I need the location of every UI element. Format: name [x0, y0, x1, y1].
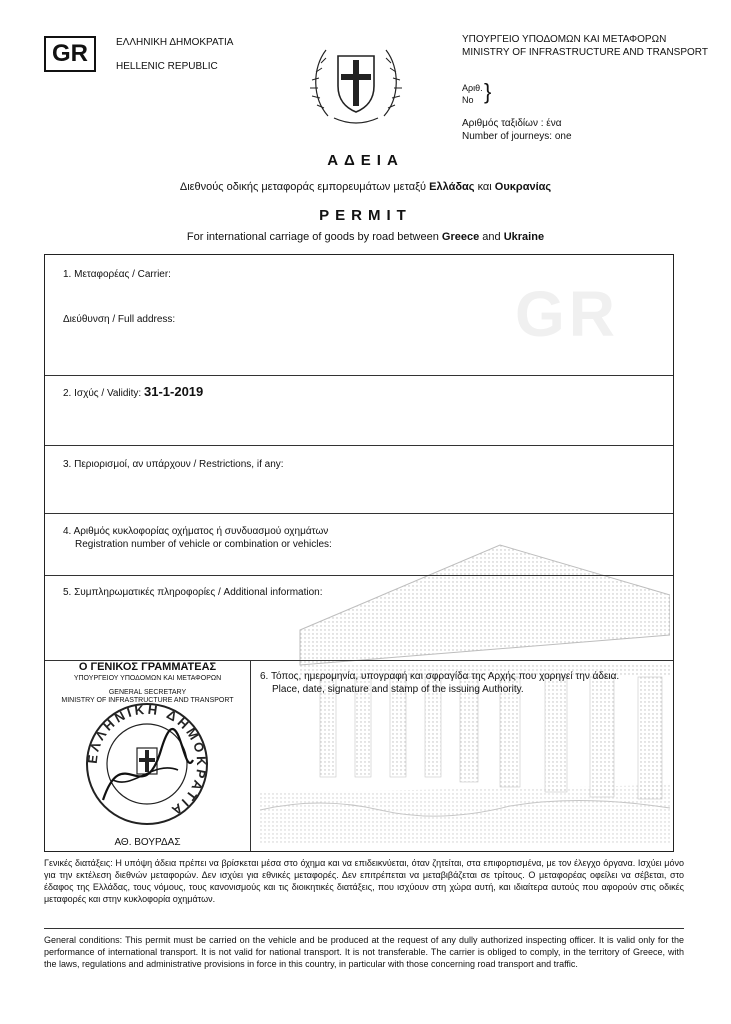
permit-title-greek: ΑΔΕΙΑ	[327, 152, 404, 169]
conditions-separator	[44, 928, 684, 929]
number-label-greek: Αριθ.	[462, 83, 483, 93]
permit-subtitle-greek: Διεθνούς οδικής μεταφοράς εμπορευμάτων μεταξύ Ελλάδας και Ουκρανίας	[179, 181, 552, 193]
country-code-box: GR	[44, 36, 96, 72]
registration-label-greek: 4. Αριθμός κυκλοφορίας οχήματος ή συνδυασμού οχημάτων	[63, 526, 329, 537]
permit-title-english: PERMIT	[319, 207, 412, 224]
signatory-name: ΑΘ. ΒΟΥΡΔΑΣ	[114, 837, 181, 848]
watermark-gr: GR	[515, 278, 619, 350]
carrier-label: 1. Μεταφορέας / Carrier:	[63, 269, 171, 280]
general-conditions-english: General conditions: This permit must be carried on the vehicle and be produced at the request of any dully authorized inspecting officer. It is valid only for the performance of international transport. It is not valid for national transport. It is not transferable. The carrier is obliged to comply, in the territory of Greece, with the laws, regulations and administrative provisions in force in this country, in particular with those concerning road transport and traffic.	[44, 935, 684, 969]
number-label-english: No	[462, 95, 474, 105]
republic-english: HELLENIC REPUBLIC	[116, 61, 218, 72]
registration-label-english: Registration number of vehicle or combination or vehicles:	[75, 539, 332, 550]
divider	[45, 445, 673, 446]
additional-info-label: 5. Συμπληρωματικές πληροφορίες / Additional information:	[63, 587, 323, 598]
divider	[45, 375, 673, 376]
divider	[45, 513, 673, 514]
ministry-english: MINISTRY OF INFRASTRUCTURE AND TRANSPORT	[462, 47, 708, 58]
official-seal-icon	[83, 700, 211, 828]
ministry-signature-greek: ΥΠΟΥΡΓΕΙΟΥ ΥΠΟΔΟΜΩΝ ΚΑΙ ΜΕΤΑΦΟΡΩΝ	[73, 675, 222, 682]
signature-block	[45, 660, 250, 853]
place-label-greek: 6. Τόπος, ημερομηνία, υπογραφή και σφραγίδα της Αρχής που χορηγεί την άδεια.	[260, 671, 620, 682]
journeys-english: Number of journeys: one	[462, 131, 572, 142]
number-brace: }	[484, 79, 492, 104]
ministry-signature-english: MINISTRY OF INFRASTRUCTURE AND TRANSPORT	[61, 697, 234, 704]
validity-value: 31-1-2019	[144, 384, 204, 399]
general-secretary-english: GENERAL SECRETARY	[108, 689, 187, 696]
permit-form	[44, 254, 674, 852]
general-conditions-greek: Γενικές διατάξεις: Η υπόψη άδεια πρέπει να βρίσκεται μέσα στο όχημα και να επιδεικνύεται, όταν ζητείται, στα επιφορτισμένα, με τον έλεγχο όργανα. Ισχύει μόνο για την εκτέλεση διεθνών μεταφορών. Δεν ισχύει για εθνικές μεταφορές. Δεν επιτρέπεται να μεταβιβάζεται σε τρίτους. Ο μεταφορέας οφείλει να σέβεται, στο έδαφος της Ελλάδας, τους νόμους, τους κανονισμούς και τις διοικητικές διατάξεις, που ισχύουν στη χώρα αυτή, και ιδιαίτερα αυτούς που αφορούν στις οδικές μεταφορές και στην κυκλοφορία οχημάτων.	[44, 858, 684, 904]
coat-of-arms-icon	[308, 38, 404, 128]
permit-subtitle-english: For international carriage of goods by road between Greece and Ukraine	[186, 231, 545, 243]
general-secretary-greek: Ο ΓΕΝΙΚΟΣ ΓΡΑΜΜΑΤΕΑΣ	[78, 661, 217, 673]
restrictions-label: 3. Περιορισμοί, αν υπάρχουν / Restrictions, if any:	[63, 459, 284, 470]
seal-text: ΕΛΛΗΝΙΚΗ ΔΗΜΟΚΡΑΤΙΑ	[84, 701, 210, 820]
signature-divider	[250, 660, 251, 851]
place-label-english: Place, date, signature and stamp of the issuing Authority.	[272, 684, 524, 695]
divider	[45, 575, 673, 576]
journeys-greek: Αριθμός ταξιδίων : ένα	[462, 118, 562, 129]
ministry-greek: ΥΠΟΥΡΓΕΙΟ ΥΠΟΔΟΜΩΝ ΚΑΙ ΜΕΤΑΦΟΡΩΝ	[462, 34, 667, 45]
validity-row: 2. Ισχύς / Validity: 31-1-2019	[63, 384, 204, 399]
address-label: Διεύθυνση / Full address:	[63, 314, 176, 325]
republic-greek: ΕΛΛΗΝΙΚΗ ΔΗΜΟΚΡΑΤΙΑ	[116, 37, 234, 48]
